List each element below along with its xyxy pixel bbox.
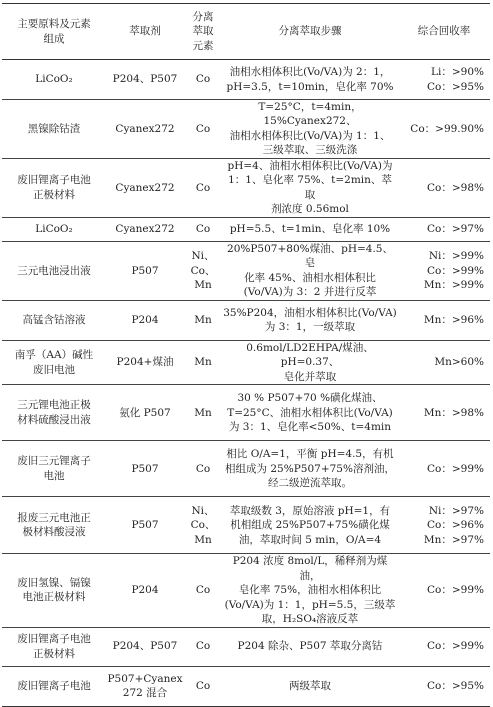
cell-steps: P204 浓度 8mol/L，稀释剂为煤油， 皂化率 75%，油相水相体积比 (Vo/VA)为 1：1，pH=5.5，三级萃 取，H₂SO₄溶液反萃: [222, 554, 398, 627]
cell-recovery: Ni：>99% Co：>99% Mn：>99%: [398, 241, 490, 300]
table-row: [2, 340, 490, 384]
cell-extractant: Cyanex272: [106, 158, 184, 217]
header-steps: 分离萃取步骤: [222, 4, 398, 60]
cell-material: 三元电池浸出液: [2, 241, 106, 300]
cell-extractant: P204: [106, 300, 184, 340]
table-row: [2, 217, 490, 241]
cell-steps: 萃取级数 3，原始溶液 pH=1，有 机相组成 25%P507+75%磺化煤 油，萃取时间 5 min，O/A=4: [222, 497, 398, 554]
cell-recovery: Li：>90% Co：>95%: [398, 60, 490, 100]
table-row: [2, 241, 490, 300]
cell-recovery: Co：>99.90%: [398, 100, 490, 159]
cell-element: Co: [184, 217, 222, 241]
cell-element: Co: [184, 100, 222, 159]
cell-recovery: Mn：>96%: [398, 300, 490, 340]
cell-material: 三元锂电池正极 材料硫酸浸出液: [2, 385, 106, 441]
cell-element: Co: [184, 60, 222, 100]
cell-element: Mn: [184, 340, 222, 384]
cell-recovery: Co：>99%: [398, 554, 490, 627]
table-row: [2, 60, 490, 100]
cell-extractant: P204、P507: [106, 60, 184, 100]
table-row: [2, 497, 490, 554]
cell-element: Co: [184, 554, 222, 627]
cell-recovery: Co：>99%: [398, 627, 490, 666]
cell-recovery: Co：>95%: [398, 666, 490, 706]
cell-steps: T=25°C，t=4min，15%Cyanex272、 油相水相体积比(Vo/VA)为 1：1、 三级萃取、三级洗涤: [222, 100, 398, 159]
cell-element: Ni、 Co、 Mn: [184, 497, 222, 554]
cell-recovery: Mn：>98%: [398, 385, 490, 441]
cell-material: 废旧锂离子电池: [2, 666, 106, 706]
table-row: [2, 158, 490, 217]
header-recovery: 综合回收率: [398, 4, 490, 60]
cell-extractant: P204: [106, 554, 184, 627]
cell-steps: P204 除杂、P507 萃取分离钴: [222, 627, 398, 666]
cell-material: LiCoO₂: [2, 217, 106, 241]
cell-recovery: Ni：>97% Co：>96% Mn：>97%: [398, 497, 490, 554]
cell-steps: 35%P204，油相水相体积比(Vo/VA) 为 3：1，一级萃取: [222, 300, 398, 340]
cell-extractant: P507: [106, 241, 184, 300]
cell-recovery: Co：>99%: [398, 441, 490, 497]
cell-material: 废旧锂离子电池 正极材料: [2, 158, 106, 217]
cell-steps: 两级萃取: [222, 666, 398, 706]
table-header-row: [2, 4, 490, 60]
cell-recovery: Co：>97%: [398, 217, 490, 241]
cell-element: Mn: [184, 385, 222, 441]
cell-material: 废旧氢镍、镉镍 电池正极材料: [2, 554, 106, 627]
cell-steps: 30 % P507+70 %磺化煤油、 T=25°C、油相水相体积比(Vo/VA) 为 3：1、皂化率<50%、t=4min: [222, 385, 398, 441]
cell-steps: 20%P507+80%煤油、pH=4.5、皂 化率 45%、油相水相体积比 (Vo/VA)为 3：2 并进行反萃: [222, 241, 398, 300]
header-material: 主要原料及元素 组成: [2, 4, 106, 60]
extraction-table: [2, 3, 490, 707]
cell-extractant: P507+Cyanex 272 混合: [106, 666, 184, 706]
header-extractant: 萃取剂: [106, 4, 184, 60]
cell-recovery: Co：>98%: [398, 158, 490, 217]
header-element: 分离 萃取 元素: [184, 4, 222, 60]
cell-element: Ni、 Co、 Mn: [184, 241, 222, 300]
table-row: [2, 385, 490, 441]
cell-steps: 0.6mol/LD2EHPA/煤油、pH=0.37、 皂化并萃取: [222, 340, 398, 384]
cell-extractant: P204+煤油: [106, 340, 184, 384]
cell-element: Co: [184, 158, 222, 217]
cell-element: Co: [184, 666, 222, 706]
cell-extractant: Cyanex272: [106, 100, 184, 159]
cell-material: 报废三元电池正 极材料酸浸液: [2, 497, 106, 554]
cell-extractant: P204、P507: [106, 627, 184, 666]
cell-steps: pH=5.5、t=1min、皂化率 10%: [222, 217, 398, 241]
cell-steps: pH=4、油相水相体积比(Vo/VA)为 1：1、皂化率 75%、t=2min、萃取 剂浓度 0.56mol: [222, 158, 398, 217]
cell-element: Co: [184, 627, 222, 666]
cell-extractant: P507: [106, 497, 184, 554]
cell-material: 黑镍除钴渣: [2, 100, 106, 159]
cell-material: 高锰含钴溶液: [2, 300, 106, 340]
table-row: [2, 441, 490, 497]
cell-extractant: 氨化 P507: [106, 385, 184, 441]
cell-material: 废旧锂离子电池 正极材料: [2, 627, 106, 666]
cell-extractant: P507: [106, 441, 184, 497]
cell-material: LiCoO₂: [2, 60, 106, 100]
cell-steps: 油相水相体积比(Vo/VA)为 2：1， pH=3.5，t=10min，皂化率 70%: [222, 60, 398, 100]
cell-material: 南孚（AA）碱性 废旧电池: [2, 340, 106, 384]
cell-recovery: Mn>60%: [398, 340, 490, 384]
cell-element: Co: [184, 441, 222, 497]
cell-element: Mn: [184, 300, 222, 340]
cell-extractant: Cyanex272: [106, 217, 184, 241]
table-row: [2, 666, 490, 706]
cell-material: 废旧三元锂离子 电池: [2, 441, 106, 497]
table-row: [2, 300, 490, 340]
table-row: [2, 627, 490, 666]
table-row: [2, 554, 490, 627]
cell-steps: 相比 O/A=1，平衡 pH=4.5，有机 相组成为 25%P507+75%溶剂油， 经二级逆流萃取。: [222, 441, 398, 497]
table-row: [2, 100, 490, 159]
